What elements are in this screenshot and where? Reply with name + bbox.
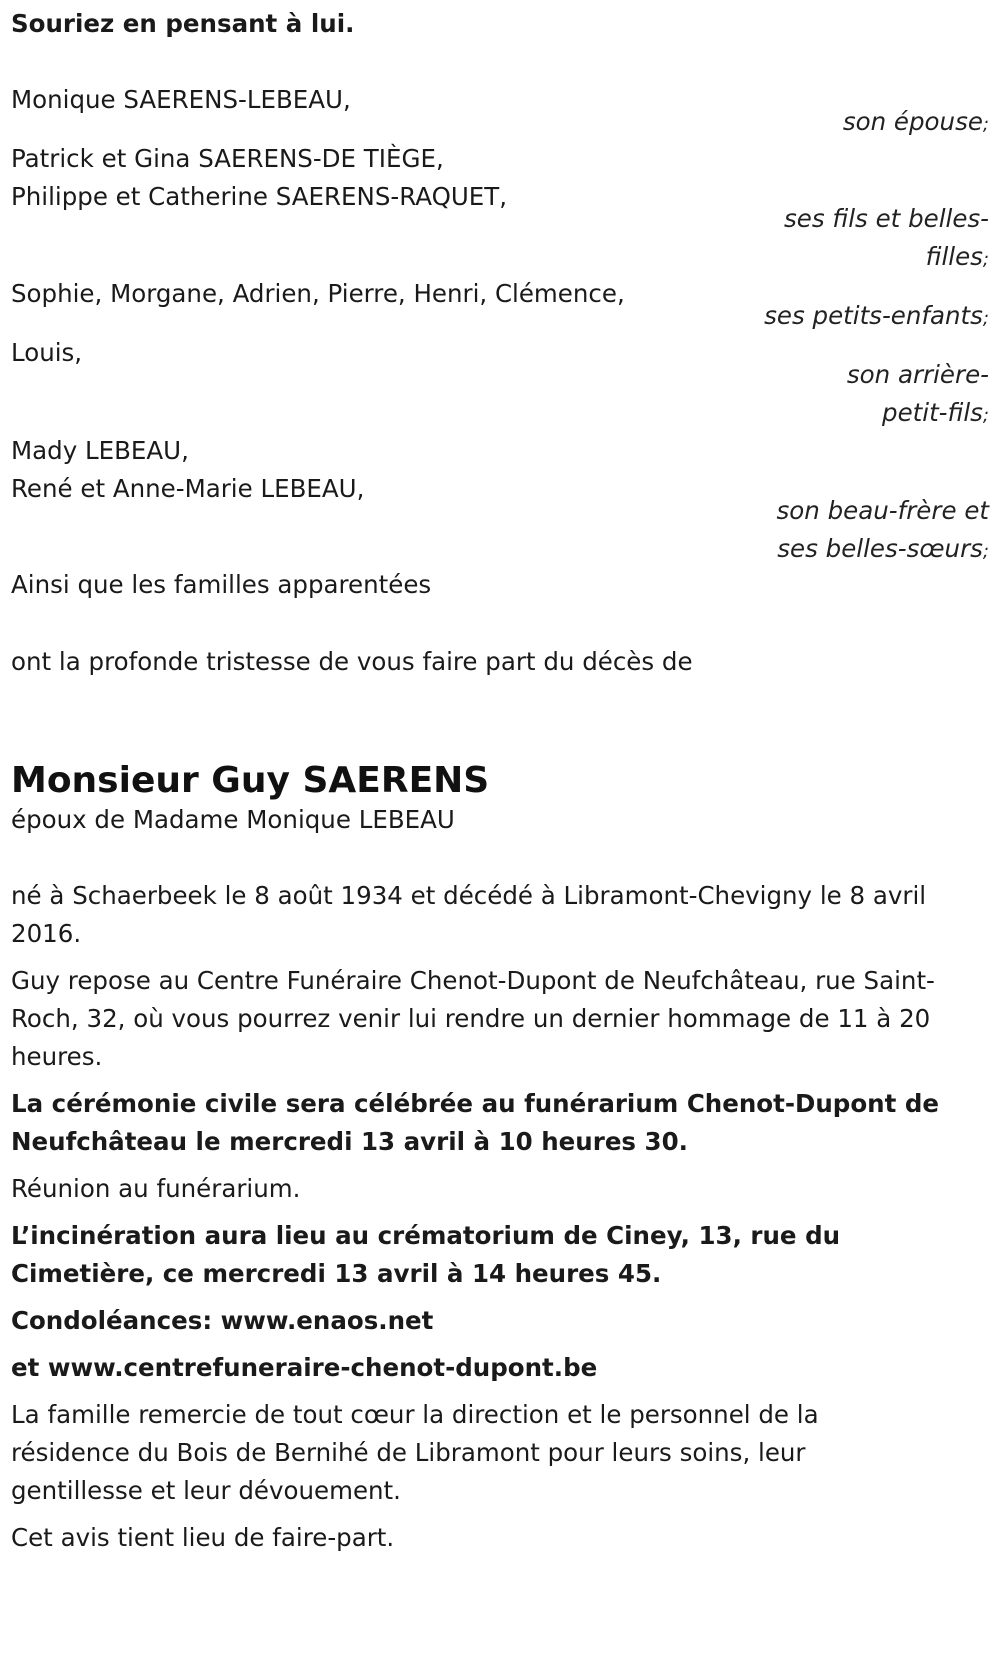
relation-in-laws: son beau-frère et — [776, 496, 989, 525]
announcement: ont la profonde tristesse de vous faire part du décès de — [11, 647, 693, 676]
relation-great-grandchild: son arrière- — [846, 360, 989, 389]
reunion-info: Réunion au funérarium. — [11, 1174, 301, 1203]
relation-semicolon: ; — [982, 114, 989, 135]
relation-semicolon: ; — [982, 249, 989, 270]
children-line: Philippe et Catherine SAERENS-RAQUET, — [11, 182, 508, 211]
relation-semicolon: ; — [982, 308, 989, 329]
cremation-info: L’incinération aura lieu au crématorium de Ciney, 13, rue du Cimetière, ce mercredi 13 avril à 14 heures 45. — [11, 1221, 841, 1288]
tagline: Souriez en pensant à lui. — [11, 9, 355, 38]
relation-spouse — [749, 103, 989, 144]
condolences-link: et www.centrefuneraire-chenot-dupont.be — [11, 1353, 598, 1382]
relation-children: ses fils et belles- — [784, 204, 989, 233]
great-grandchild-line: Louis, — [11, 338, 83, 367]
deceased-spouse-line: époux de Madame Monique LEBEAU — [11, 805, 455, 834]
relation-great-grandchild-cont — [749, 394, 989, 435]
relation-grandchildren — [749, 297, 989, 338]
birth-death: né à Schaerbeek le 8 août 1934 et décédé à Libramont-Chevigny le 8 avril 2016. — [11, 881, 927, 948]
relatives-line: Ainsi que les familles apparentées — [11, 570, 432, 599]
grandchildren-line: Sophie, Morgane, Adrien, Pierre, Henri, Clémence, — [11, 279, 625, 308]
in-laws-line: Mady LEBEAU, — [11, 436, 189, 465]
viewing-info: Guy repose au Centre Funéraire Chenot-Dupont de Neufchâteau, rue Saint-Roch, 32, où vous pourrez venir lui rendre un dernier hommage de 11 à 20 heures. — [11, 966, 935, 1071]
relation-in-laws-text: ses belles-sœurs — [777, 534, 983, 563]
deceased-name: Monsieur Guy SAERENS — [11, 760, 490, 801]
relation-children-cont — [749, 238, 989, 279]
relation-semicolon: ; — [982, 541, 989, 562]
body-text — [11, 877, 941, 1557]
relation-grandchildren-text: ses petits-enfants — [764, 301, 983, 330]
ceremony-info: La cérémonie civile sera célébrée au funérarium Chenot-Dupont de Neufchâteau le mercredi 13 avril à 10 heures 30. — [11, 1089, 940, 1156]
relation-children-text: filles — [925, 242, 983, 271]
relation-in-laws-cont — [749, 530, 989, 571]
thanks-paragraph: La famille remercie de tout cœur la direction et le personnel de la résidence du Bois de Bernihé de Libramont pour leurs soins, leur gentillesse et leur dévouement. — [11, 1400, 819, 1505]
in-laws-line: René et Anne-Marie LEBEAU, — [11, 474, 365, 503]
children-line: Patrick et Gina SAERENS-DE TIÈGE, — [11, 144, 444, 173]
condolences-line: Condoléances: www.enaos.net — [11, 1306, 434, 1335]
relation-great-grandchild-text: petit-fils — [882, 398, 983, 427]
relation-spouse-text: son épouse — [842, 107, 983, 136]
closing-line: Cet avis tient lieu de faire-part. — [11, 1523, 395, 1552]
spouse-line: Monique SAERENS-LEBEAU, — [11, 85, 351, 114]
relation-semicolon: ; — [982, 405, 989, 426]
